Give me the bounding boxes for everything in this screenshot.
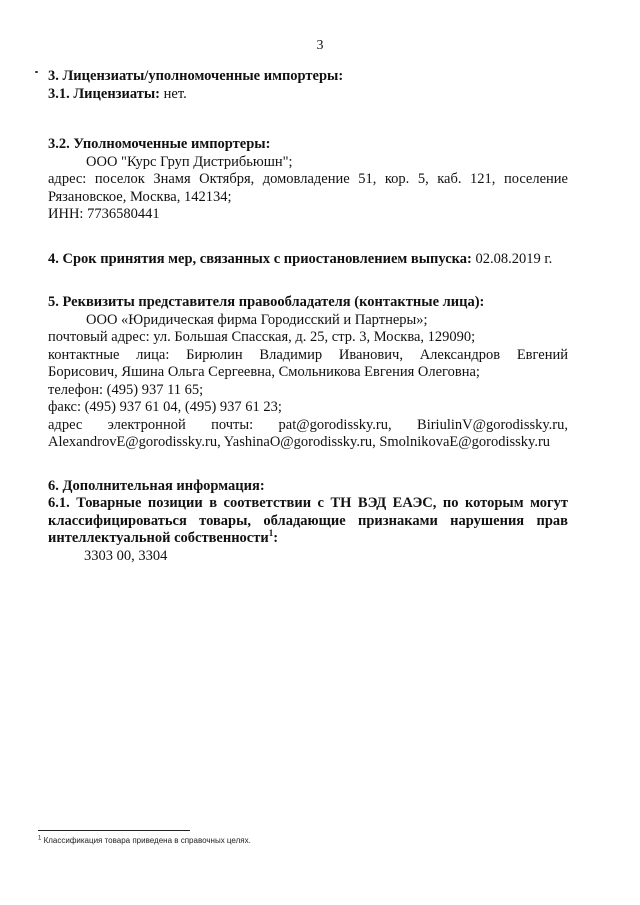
email-line2: AlexandrovE@gorodissky.ru, YashinaO@gorodissky.ru, SmolnikovaE@gorodissky.ru bbox=[48, 434, 551, 450]
section-3-1-label: 3.1. Лицензиаты: bbox=[48, 85, 161, 102]
scan-speck bbox=[35, 71, 38, 73]
footnote-text: Классификация товара приведена в справочных целях. bbox=[41, 836, 251, 845]
section-3-2-heading: 3.2. Уполномоченные импортеры: bbox=[48, 136, 271, 152]
section-6-1-line2: классифицироваться товары, обладающие признаками нарушения прав bbox=[48, 512, 568, 529]
section-6-1-line3 bbox=[48, 530, 568, 548]
page-number: 3 bbox=[316, 38, 324, 53]
footnote bbox=[38, 836, 251, 845]
section-4-value: 02.08.2019 г. bbox=[471, 250, 553, 267]
fax: факс: (495) 937 61 04, (495) 937 61 23; bbox=[48, 399, 282, 415]
section-4-label: 4. Срок принятия мер, связанных с приостановлением выпуска: bbox=[48, 250, 472, 267]
section-6-heading: 6. Дополнительная информация: bbox=[48, 477, 265, 494]
importer-address-line1: адрес: поселок Знамя Октября, домовладение 51, кор. 5, каб. 121, поселение bbox=[48, 171, 568, 187]
section-6-1-line3-text: интеллектуальной собственности bbox=[48, 530, 269, 546]
footnote-marker: 1 bbox=[38, 835, 42, 842]
section-3-1 bbox=[48, 86, 568, 104]
section-6-1-line1: 6.1. Товарные позиции в соответствии с ТН ВЭД ЕАЭС, по которым могут bbox=[48, 495, 568, 511]
section-6-1-colon: : bbox=[273, 530, 279, 546]
postal-address: почтовый адрес: ул. Большая Спасская, д. 25, стр. 3, Москва, 129090; bbox=[48, 329, 476, 345]
representative-firm: ООО «Юридическая фирма Городисский и Партнеры»; bbox=[86, 311, 428, 328]
importer-address-line2: Рязановское, Москва, 142134; bbox=[48, 188, 232, 205]
contacts-line2: Борисович, Яшина Ольга Сергеевна, Смольникова Евгения Олеговна; bbox=[48, 364, 480, 380]
section-5-heading: 5. Реквизиты представителя правообладателя (контактные лица): bbox=[48, 294, 485, 310]
tariff-codes: 3303 00, 3304 bbox=[84, 547, 168, 564]
section-3-1-value: нет. bbox=[160, 85, 187, 102]
email-line1: адрес электронной почты: pat@gorodissky.ru, BiriulinV@gorodissky.ru, bbox=[48, 416, 568, 433]
footnote-divider bbox=[38, 830, 190, 831]
phone: телефон: (495) 937 11 65; bbox=[48, 381, 204, 398]
footnote-reference: 1 bbox=[268, 528, 274, 539]
section-4 bbox=[48, 251, 568, 269]
importer-inn: ИНН: 7736580441 bbox=[48, 206, 160, 222]
section-3-heading: 3. Лицензиаты/уполномоченные импортеры: bbox=[48, 68, 344, 84]
contacts-line1: контактные лица: Бирюлин Владимир Иванович, Александров Евгений bbox=[48, 346, 568, 363]
document-body bbox=[48, 68, 568, 565]
importer-name: ООО "Курс Груп Дистрибьюшн"; bbox=[86, 153, 293, 170]
